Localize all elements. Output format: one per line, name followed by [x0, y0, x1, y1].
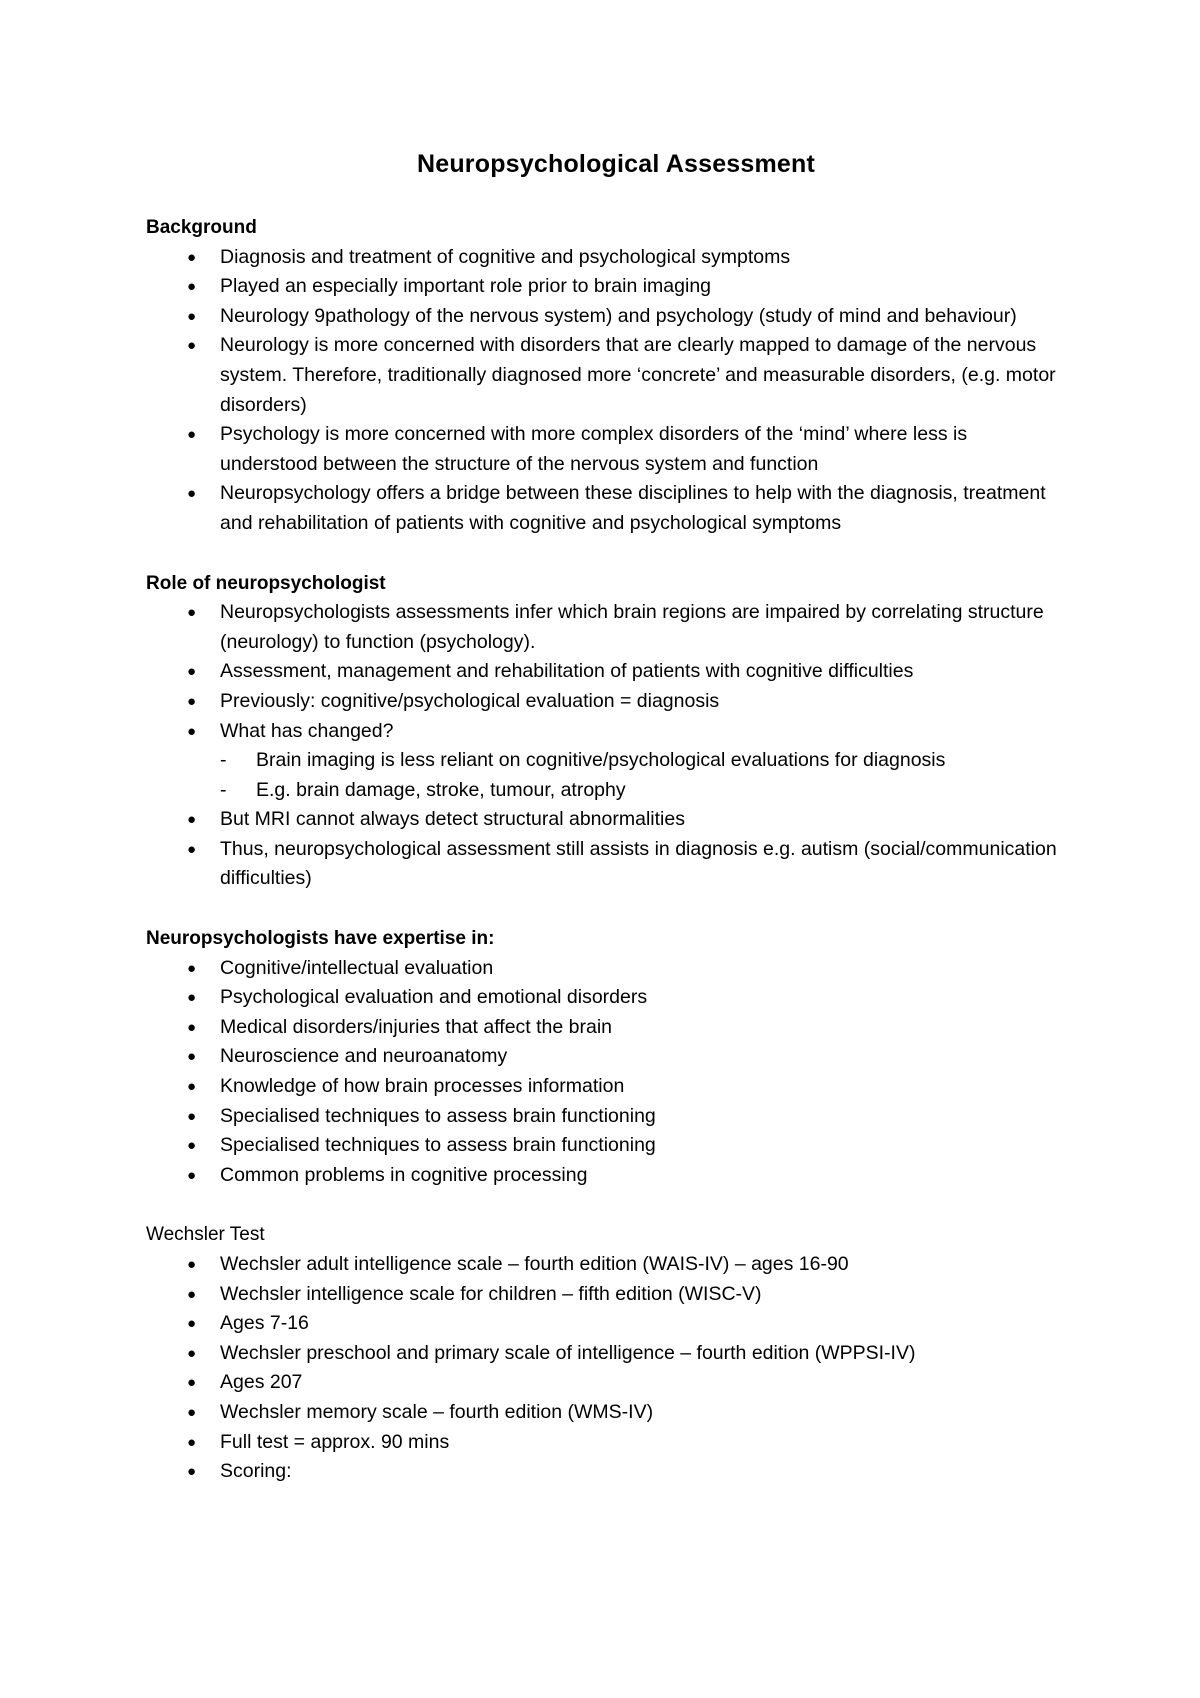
bullet-icon: ● — [187, 337, 197, 355]
dash-icon: - — [220, 778, 227, 801]
list-item: ● Common problems in cognitive processing — [146, 1161, 1070, 1191]
bullet-icon: ● — [187, 485, 197, 503]
bullet-icon: ● — [187, 989, 197, 1007]
list-item: ● Knowledge of how brain processes information — [146, 1072, 1070, 1102]
dash-icon: - — [220, 749, 227, 772]
bullet-icon: ● — [187, 663, 197, 681]
bullet-icon: ● — [187, 959, 197, 977]
bullet-icon: ● — [187, 1403, 197, 1421]
section-expertise — [146, 924, 1070, 1190]
bullet-icon: ● — [187, 1107, 197, 1125]
bullet-icon: ● — [187, 1166, 197, 1184]
list-item: ● Scoring: — [146, 1457, 1070, 1487]
list-item: ● Wechsler intelligence scale for children – fifth edition (WISC-V) — [146, 1280, 1070, 1310]
list-item: ● Assessment, management and rehabilitation of patients with cognitive difficulties — [146, 657, 1070, 687]
bullet-icon: ● — [187, 722, 197, 740]
page-title: Neuropsychological Assessment — [416, 150, 816, 178]
bullet-icon: ● — [187, 840, 197, 858]
list-item: ● Ages 207 — [146, 1368, 1070, 1398]
list-item: ● Full test = approx. 90 mins — [146, 1428, 1070, 1458]
bullet-icon: ● — [187, 1048, 197, 1066]
bullet-icon: ● — [187, 811, 197, 829]
list-item: ● Neuroscience and neuroanatomy — [146, 1042, 1070, 1072]
bullet-icon: ● — [187, 278, 197, 296]
list-item: ● Specialised techniques to assess brain functioning — [146, 1102, 1070, 1132]
section-heading: Background — [146, 217, 257, 238]
bullet-list — [146, 598, 1070, 746]
spacer — [146, 894, 1070, 924]
section-heading: Role of neuropsychologist — [146, 572, 386, 594]
bullet-icon: ● — [187, 1018, 197, 1036]
list-item: ● Wechsler preschool and primary scale of intelligence – fourth edition (WPPSI-IV) — [146, 1339, 1070, 1369]
section-heading: Neuropsychologists have expertise in: — [146, 928, 495, 950]
list-item: ● Played an especially important role prior to brain imaging — [146, 272, 1070, 302]
bullet-icon: ● — [187, 248, 197, 266]
list-item: ● But MRI cannot always detect structural abnormalities — [146, 805, 1070, 835]
bullet-icon: ● — [187, 1344, 197, 1362]
list-item: ● Ages 7-16 — [146, 1309, 1070, 1339]
list-item: ● Cognitive/intellectual evaluation — [146, 954, 1070, 984]
bullet-icon: ● — [187, 1078, 197, 1096]
bullet-icon: ● — [187, 692, 197, 710]
bullet-list — [146, 1250, 1070, 1487]
list-item: ● Psychological evaluation and emotional disorders — [146, 983, 1070, 1013]
bullet-list — [146, 243, 1070, 539]
section-role — [146, 569, 1070, 895]
list-item: ● Neuropsychologists assessments infer which brain regions are impaired by correlating structure (neurology) to function (psychology). — [146, 598, 1070, 657]
list-item: ● Thus, neuropsychological assessment still assists in diagnosis e.g. autism (social/communication difficulties) — [146, 835, 1070, 894]
bullet-icon: ● — [187, 307, 197, 325]
spacer — [146, 539, 1070, 569]
bullet-icon: ● — [187, 1256, 197, 1273]
list-item: ● Neurology 9pathology of the nervous system) and psychology (study of mind and behaviour) — [146, 302, 1070, 332]
bullet-icon: ● — [187, 1374, 197, 1392]
bullet-icon: ● — [187, 1463, 197, 1481]
list-item: ● Wechsler memory scale – fourth edition (WMS-IV) — [146, 1398, 1070, 1428]
section-wechsler — [146, 1220, 1070, 1486]
bullet-icon: ● — [187, 426, 197, 444]
bullet-icon: ● — [187, 1137, 197, 1155]
list-item: ● Specialised techniques to assess brain functioning — [146, 1131, 1070, 1161]
list-item: ● Neurology is more concerned with disorders that are clearly mapped to damage of the nervous system. Therefore, traditionally diagnosed more ‘concrete’ and measurable disorders, (e.g. motor disorders) — [146, 331, 1070, 420]
sub-list-item: - E.g. brain damage, stroke, tumour, atrophy — [146, 776, 1070, 806]
bullet-icon: ● — [187, 1433, 197, 1451]
bullet-list — [146, 805, 1070, 894]
bullet-list — [146, 954, 1070, 1191]
list-item: ● What has changed? — [146, 717, 1070, 747]
sub-list-item: - Brain imaging is less reliant on cognitive/psychological evaluations for diagnosis — [146, 746, 1070, 776]
list-item: ● Diagnosis and treatment of cognitive and psychological symptoms — [146, 243, 1070, 273]
section-background — [146, 213, 1070, 539]
list-item: ● Psychology is more concerned with more complex disorders of the ‘mind’ where less is understood between the structure of the nervous system and function — [146, 420, 1070, 479]
bullet-icon: ● — [187, 1285, 197, 1303]
list-item: ● Medical disorders/injuries that affect the brain — [146, 1013, 1070, 1043]
list-item: ● Previously: cognitive/psychological evaluation = diagnosis — [146, 687, 1070, 717]
list-item: ● Neuropsychology offers a bridge between these disciplines to help with the diagnosis, treatment and rehabilitation of patients with cognitive and psychological symptoms — [146, 479, 1070, 538]
list-item: ● Wechsler adult intelligence scale – fourth edition (WAIS-IV) – ages 16-90 — [146, 1250, 1070, 1280]
section-heading: Wechsler Test — [146, 1224, 265, 1246]
bullet-icon: ● — [187, 604, 197, 622]
sub-list — [146, 746, 1070, 805]
bullet-icon: ● — [187, 1315, 197, 1333]
spacer — [146, 1190, 1070, 1220]
